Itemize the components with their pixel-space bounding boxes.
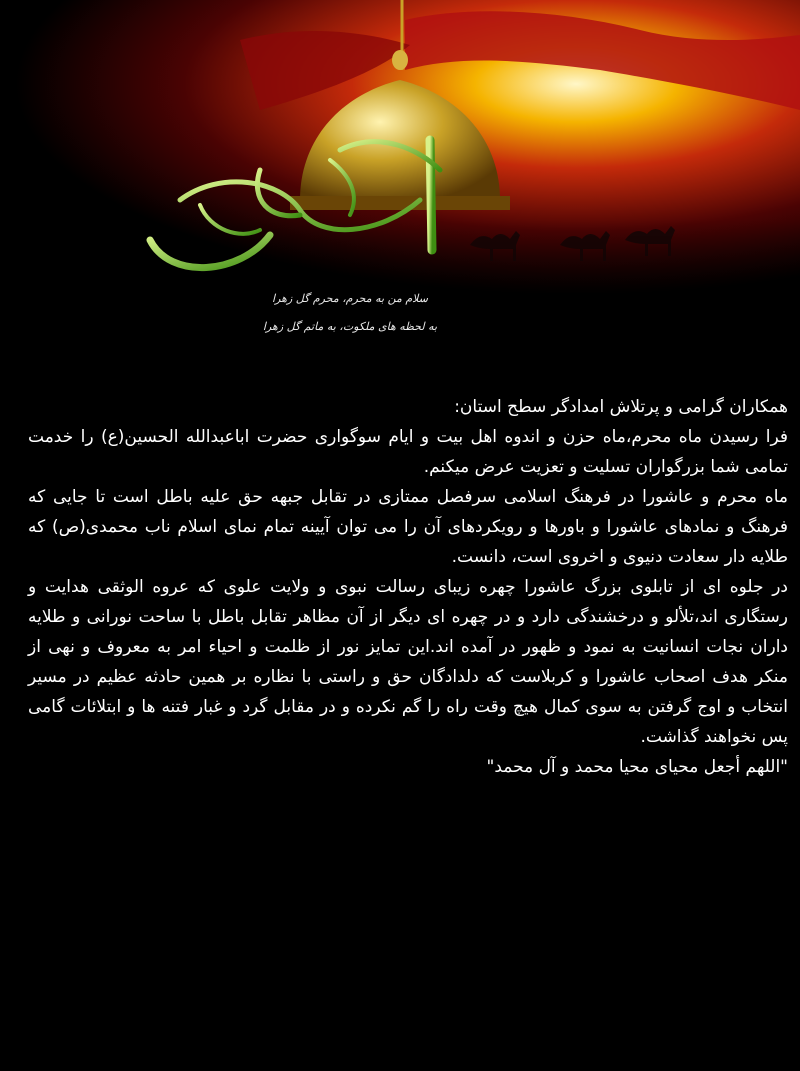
muharram-banner: [0, 0, 800, 380]
greeting-heading: همکاران گرامی و پرتلاش امدادگر سطح استان:: [454, 397, 788, 417]
paragraph-muharram-culture: ماه محرم و عاشورا در فرهنگ اسلامی سرفصل ممتازی در تقابل جبهه حق علیه باطل است تا جایی که فرهنگ و نمادهای عاشورا و باورها و رویکردهای آن را می توان آیینه تمام نمای اسلام ناب محمدی(ص) که طلایه دار سعادت دنیوی و اخروی است، دانست.: [28, 487, 788, 567]
message-body: [28, 392, 788, 782]
closing-prayer: "اللهم أجعل محیای محیا محمد و آل محمد": [486, 757, 788, 777]
calligraphy-small-line-2: به لحظه های ملکوت، به ماتم گل زهرا: [262, 320, 438, 333]
paragraph-ashura-tableau: در جلوه ای از تابلوی بزرگ عاشورا چهره زیبای رسالت نبوی و ولایت علوی که عروه الوثقی هدایت و رستگاری اند،تلألو و درخشندگی دارد و در چهره ای دیگر از آن مظاهر تقابل باطل با ساحت نورانی و طلایه داران نجات انسانیت به نمود و ظهور در آمده اند.این تمایز نور از ظلمت و احیاء امر به معروف و نهی از منکر هدف اصحاب عاشورا و کربلاست که دلدادگان حق و راستی با نظاره بر همین حادثه عظیم در مسیر انتخاب و اوج گرفتن به سوی کمال هیچ وقت راه را گم نکرده و در مقابل گرد و غبار فتنه ها و ابتلائات گامی پس نخواهند گذاشت.: [28, 577, 788, 747]
paragraph-condolence: فرا رسیدن ماه محرم،ماه حزن و اندوه اهل بیت و ایام سوگواری حضرت اباعبدالله الحسین(ع) را خدمت تمامی شما بزرگواران تسلیت و تعزیت عرض میکنم.: [28, 427, 788, 477]
banner-artwork: [0, 0, 800, 380]
calligraphy-small-line-1: سلام من به محرم، محرم گل زهرا: [272, 292, 428, 305]
